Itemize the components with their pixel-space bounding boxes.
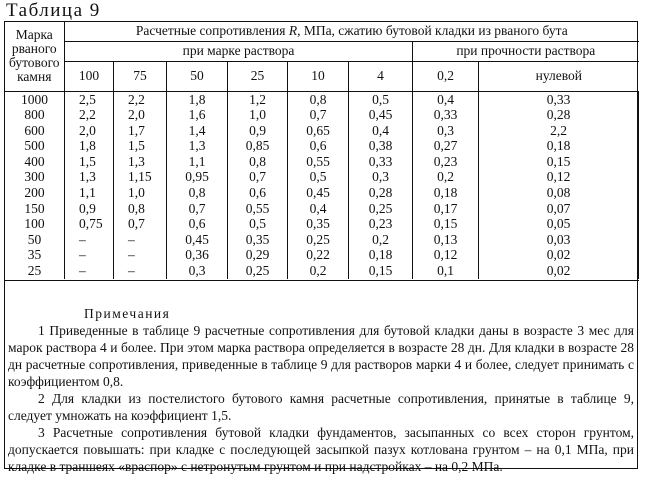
value-cell: 2,0 [65,123,114,139]
value-cell: 0,13 [413,232,479,248]
value-cell: 0,22 [288,247,349,263]
note-item: 1 Приведенные в таблице 9 расчетные сопротивления для бутовой кладки даны в возрасте 3 мес для марок раствора 4 и более. При этом марка раствора определяется в возрасте 28 дн. Для кладки в возрасте 28 дн расчетные сопротивления, приведенные в таблице 9 для растворов марки 4 и более, следует принимать с коэффициентом 0,8. [8,323,634,389]
value-cell: 1,3 [114,154,167,170]
note-item: 2 Для кладки из постелистого бутового камня расчетные сопротивления, принятые в таблице 9, следует умножать на коэффициент 1,5. [8,391,634,423]
value-cell: 1,1 [167,154,228,170]
main-header [65,21,639,41]
value-cell: 0,03 [479,232,639,248]
value-cell: 0,02 [479,247,639,263]
table-body [5,91,639,279]
value-cell: 0,4 [349,123,413,139]
value-cell: 0,36 [167,247,228,263]
value-cell: 1,4 [167,123,228,139]
value-cell: 0,7 [167,201,228,217]
value-cell: 0,33 [349,154,413,170]
value-cell: – [114,232,167,248]
value-cell: 0,33 [479,91,639,107]
value-cell: 1,5 [65,154,114,170]
value-cell: 0,5 [349,91,413,107]
value-cell: – [114,247,167,263]
value-cell: 1,8 [65,138,114,154]
value-cell: 0,35 [288,216,349,232]
col-header: 4 [349,61,413,91]
value-cell: 0,9 [228,123,288,139]
value-cell: 1,1 [65,185,114,201]
value-cell: 0,45 [288,185,349,201]
value-cell: 0,9 [65,201,114,217]
value-cell: 0,25 [228,263,288,279]
value-cell: 0,08 [479,185,639,201]
table-row [5,91,639,107]
row-mark-cell: 1000 [5,91,65,107]
value-cell: 1,3 [65,169,114,185]
value-cell: 0,18 [479,138,639,154]
table-row [5,263,639,279]
col-header: 50 [167,61,228,91]
table-row [5,154,639,170]
resistance-table [4,21,639,281]
value-cell: 0,2 [413,169,479,185]
value-cell: 1,2 [228,91,288,107]
value-cell: 0,55 [288,154,349,170]
value-cell: 0,85 [228,138,288,154]
value-cell: 0,95 [167,169,228,185]
value-cell: 0,2 [349,232,413,248]
table-row [5,232,639,248]
value-cell: 0,4 [288,201,349,217]
value-cell: 1,3 [167,138,228,154]
value-cell: 0,12 [479,169,639,185]
value-cell: 0,1 [413,263,479,279]
col-header: 10 [288,61,349,91]
value-cell: 0,8 [228,154,288,170]
group-header-mark: при марке раствора [65,41,413,61]
col-header: 75 [114,61,167,91]
value-cell: 1,5 [114,138,167,154]
row-mark-cell: 300 [5,169,65,185]
row-mark-cell: 500 [5,138,65,154]
value-cell: 0,23 [413,154,479,170]
table-row [5,138,639,154]
value-cell: 0,12 [413,247,479,263]
value-cell: 0,45 [167,232,228,248]
value-cell: 0,65 [288,123,349,139]
value-cell: 0,05 [479,216,639,232]
value-cell: 0,02 [479,263,639,279]
value-cell: 0,3 [349,169,413,185]
value-cell: 1,7 [114,123,167,139]
value-cell: 0,28 [479,107,639,123]
value-cell: 0,6 [167,216,228,232]
value-cell: 2,0 [114,107,167,123]
table-row [5,169,639,185]
row-mark-cell: 600 [5,123,65,139]
value-cell: 0,07 [479,201,639,217]
row-mark-cell: 50 [5,232,65,248]
main-header-text: Расчетные сопротивления R, МПа, сжатию бутовой кладки из рваного бута [135,22,568,38]
value-cell: 0,7 [228,169,288,185]
row-mark-cell: 800 [5,107,65,123]
value-cell: 0,15 [479,154,639,170]
value-cell: 0,35 [228,232,288,248]
col-header: нулевой [479,61,639,91]
table-row [5,216,639,232]
table-row [5,201,639,217]
value-cell: 0,7 [114,216,167,232]
value-cell: 2,2 [479,123,639,139]
value-cell: 0,45 [349,107,413,123]
value-cell: 0,8 [114,201,167,217]
value-cell: 0,6 [228,185,288,201]
row-mark-cell: 100 [5,216,65,232]
value-cell: – [65,247,114,263]
value-cell: 0,15 [349,263,413,279]
value-cell: 1,0 [114,185,167,201]
notes-heading: Примечания [84,306,171,321]
value-cell: – [65,232,114,248]
value-cell: 1,15 [114,169,167,185]
value-cell: 0,4 [413,91,479,107]
value-cell: 2,5 [65,91,114,107]
table-row [5,107,639,123]
row-label-header: Марка рваного бутового камня [5,21,65,91]
value-cell: 0,15 [413,216,479,232]
row-mark-cell: 150 [5,201,65,217]
note-item: 3 Расчетные сопротивления бутовой кладки фундаментов, засыпанных со всех сторон грунтом, допускается повышать: при кладке с последующей засыпкой пазух котлована грунтом – на 0,1 МПа, при кладке в траншеях «враспор» с нетронутым грунтом и при надстройках – на 0,2 МПа. [8,425,634,474]
value-cell: 0,28 [349,185,413,201]
value-cell: 2,2 [114,91,167,107]
value-cell: 2,2 [65,107,114,123]
value-cell: 0,6 [288,138,349,154]
value-cell: 0,7 [288,107,349,123]
value-cell: 0,3 [167,263,228,279]
col-header: 0,2 [413,61,479,91]
row-mark-cell: 400 [5,154,65,170]
value-cell: 0,29 [228,247,288,263]
value-cell: 0,38 [349,138,413,154]
value-cell: 0,33 [413,107,479,123]
value-cell: 1,8 [167,91,228,107]
table-title: Таблица 9 [6,0,101,21]
value-cell: 0,17 [413,201,479,217]
value-cell: 0,3 [413,123,479,139]
value-cell: 1,0 [228,107,288,123]
value-cell: 0,8 [288,91,349,107]
value-cell: 0,25 [288,232,349,248]
value-cell: 0,23 [349,216,413,232]
value-cell: 1,6 [167,107,228,123]
value-cell: 0,25 [349,201,413,217]
table-row [5,123,639,139]
value-cell: – [65,263,114,279]
col-header: 25 [228,61,288,91]
value-cell: 0,8 [167,185,228,201]
value-cell: – [114,263,167,279]
group-header-strength: при прочности раствора [413,41,639,61]
value-cell: 0,75 [65,216,114,232]
table-row [5,247,639,263]
col-header: 100 [65,61,114,91]
value-cell: 0,18 [413,185,479,201]
value-cell: 0,55 [228,201,288,217]
value-cell: 0,2 [288,263,349,279]
row-mark-cell: 25 [5,263,65,279]
value-cell: 0,5 [288,169,349,185]
value-cell: 0,18 [349,247,413,263]
value-cell: 0,5 [228,216,288,232]
table-row [5,185,639,201]
notes-section [8,305,634,475]
row-mark-cell: 200 [5,185,65,201]
value-cell: 0,27 [413,138,479,154]
row-mark-cell: 35 [5,247,65,263]
